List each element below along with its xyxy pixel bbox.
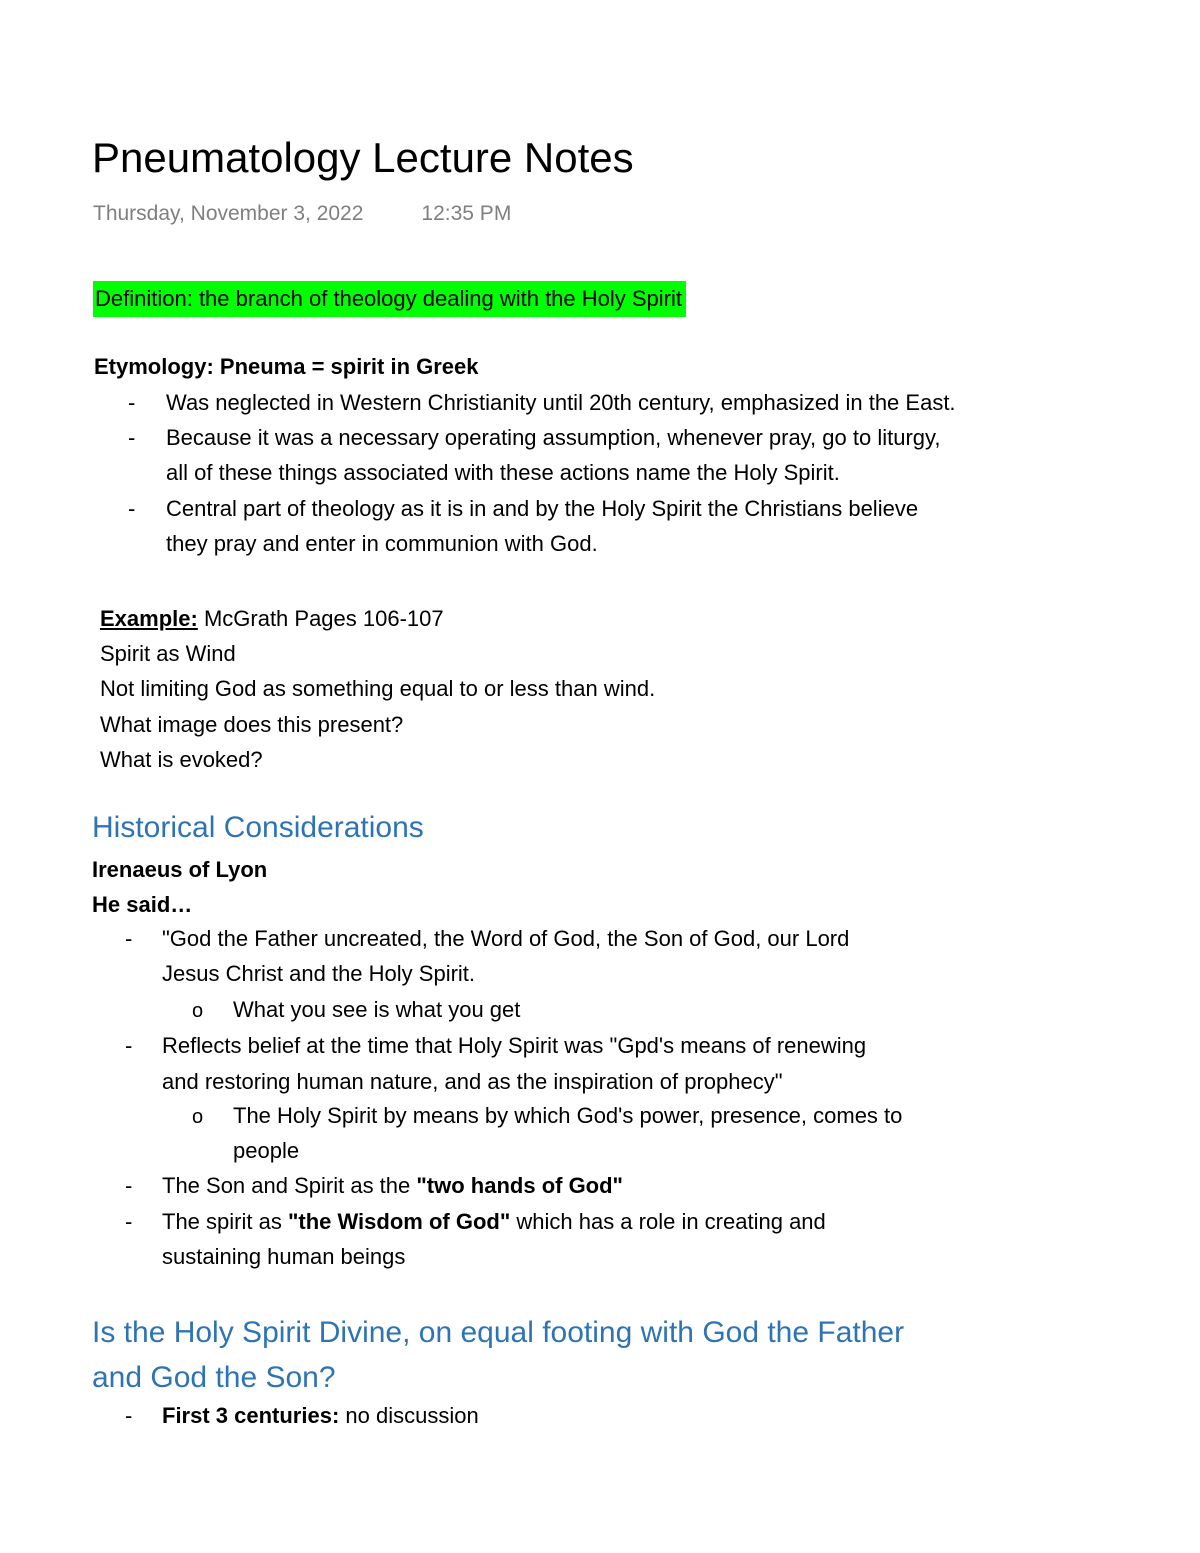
example-line xyxy=(100,604,444,634)
page-time: 12:35 PM xyxy=(421,202,512,225)
page-datetime xyxy=(93,200,511,228)
bullet-dash: - xyxy=(128,496,136,521)
historical-bullet xyxy=(162,1207,826,1237)
definition-highlight: Definition: the branch of theology dealing with the Holy Spirit xyxy=(93,281,686,317)
etymology-bullet: Was neglected in Western Christianity until 20th century, emphasized in the East. xyxy=(166,390,956,415)
etymology-bullet-cont: they pray and enter in communion with God. xyxy=(166,531,598,556)
etymology-bullet: Central part of theology as it is in and by the Holy Spirit the Christians believe xyxy=(166,496,919,521)
example-text: Not limiting God as something equal to or less than wind. xyxy=(100,676,656,701)
bullet-text: which has a role in creating and xyxy=(510,1209,826,1234)
bullet-dash: - xyxy=(125,926,133,951)
bullet-dash: - xyxy=(128,425,136,450)
bullet-dash: - xyxy=(125,1033,133,1058)
historical-sub-bullet-cont: people xyxy=(233,1138,300,1163)
divine-heading-line2: and God the Son? xyxy=(92,1361,336,1394)
historical-bullet-cont: Jesus Christ and the Holy Spirit. xyxy=(162,961,476,986)
bullet-emphasis: "two hands of God" xyxy=(416,1173,623,1198)
page-title: Pneumatology Lecture Notes xyxy=(92,134,634,181)
bullet-emphasis: "the Wisdom of God" xyxy=(287,1209,511,1234)
historical-bullet: "God the Father uncreated, the Word of God, the Son of God, our Lord xyxy=(162,926,850,951)
bullet-emphasis: First 3 centuries: xyxy=(162,1403,340,1428)
historical-sub-bullet: The Holy Spirit by means by which God's power, presence, comes to xyxy=(233,1103,903,1128)
bullet-dash: - xyxy=(125,1173,133,1198)
etymology-bullet-cont: all of these things associated with these actions name the Holy Spirit. xyxy=(166,460,840,485)
divine-bullet xyxy=(162,1401,479,1431)
bullet-text: The spirit as xyxy=(162,1209,288,1234)
etymology-bullet: Because it was a necessary operating assumption, whenever pray, go to liturgy, xyxy=(166,425,941,450)
example-text: Spirit as Wind xyxy=(100,641,236,666)
example-label: Example: xyxy=(100,606,198,631)
bullet-dash: - xyxy=(128,390,136,415)
sub-bullet-circle: o xyxy=(192,1000,204,1022)
example-text: What is evoked? xyxy=(100,747,263,772)
example-ref: McGrath Pages 106-107 xyxy=(197,606,444,631)
historical-sub-bullet: What you see is what you get xyxy=(233,997,521,1022)
historical-bullet-cont: sustaining human beings xyxy=(162,1244,406,1269)
bullet-text: The Son and Spirit as the xyxy=(162,1173,417,1198)
bullet-text: no discussion xyxy=(339,1403,479,1428)
historical-bullet-cont: and restoring human nature, and as the inspiration of prophecy" xyxy=(162,1069,783,1094)
historical-heading: Historical Considerations xyxy=(92,811,424,844)
page-date: Thursday, November 3, 2022 xyxy=(93,202,364,225)
historical-person: Irenaeus of Lyon xyxy=(92,857,268,882)
example-text: What image does this present? xyxy=(100,712,404,737)
sub-bullet-circle: o xyxy=(192,1106,204,1128)
etymology-heading: Etymology: Pneuma = spirit in Greek xyxy=(94,354,479,379)
divine-heading-line1: Is the Holy Spirit Divine, on equal footing with God the Father xyxy=(92,1316,905,1349)
historical-said: He said… xyxy=(92,892,193,917)
bullet-dash: - xyxy=(125,1209,133,1234)
bullet-dash: - xyxy=(125,1403,133,1428)
historical-bullet: Reflects belief at the time that Holy Spirit was "Gpd's means of renewing xyxy=(162,1033,867,1058)
historical-bullet xyxy=(162,1171,623,1201)
